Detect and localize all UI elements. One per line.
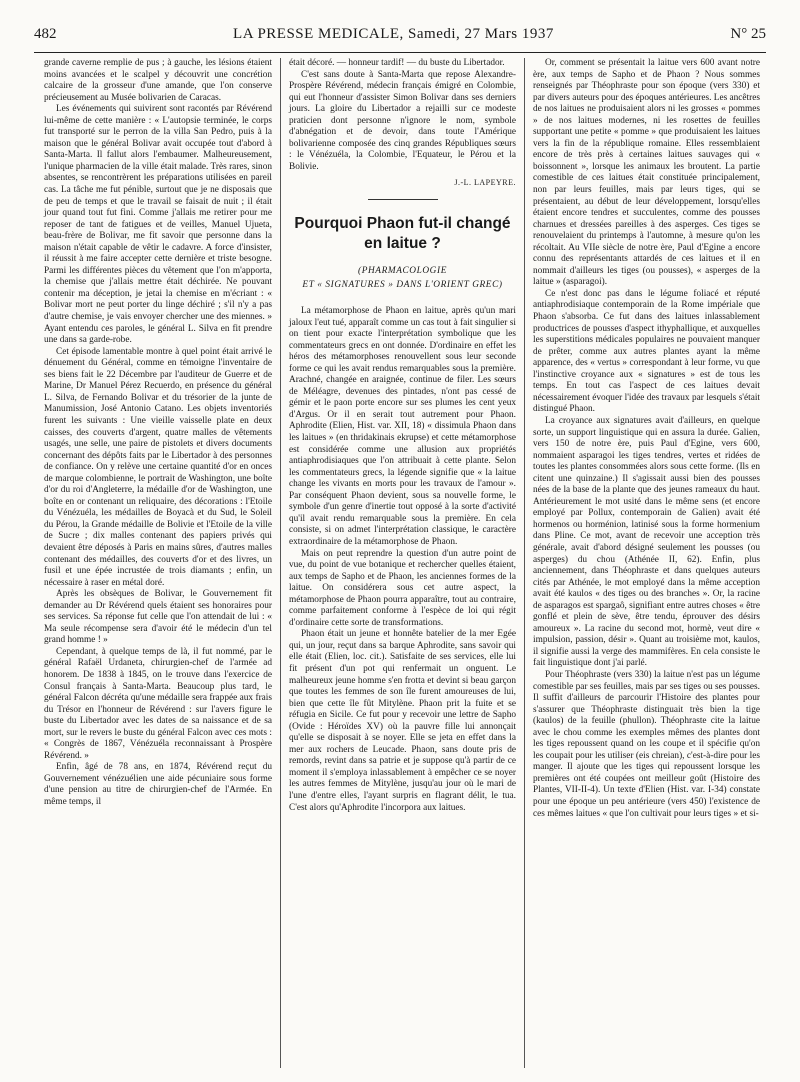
author-signature: J.-L. LAPEYRE. (454, 178, 516, 188)
paragraph: Mais on peut reprendre la question d'un autre point de vue, du point de vue botanique et rechercher quelles étaient, aux temps de Sapho et de Phaon, les anciennes formes de la laitue. On considérera sous cet autre aspect, la métamorphose de Phaon pourra apparaître, tout au contraire, comme parfaitement conforme à l'espèce de loi qui régit d'ordinaire cette sorte de transformations. (289, 548, 516, 628)
article-subtitle-line-2: ET « SIGNATURES » DANS L'ORIENT GREC) (302, 280, 503, 291)
paragraph: Cependant, à quelque temps de là, il fut nommé, par le général Rafaël Urdaneta, chirurgien-chef de l'armée ad honorem. De 1838 à 1845, on le trouve dans l'exercice de Consul français à Santa-Marta. Beaucoup plus tard, le général Falcon décréta qu'une médaille sera frappée aux frais du Trésor en l'honneur de Révérend : sur l'avers figure le buste du Libertador avec les dates de sa naissance et de sa mort, sur le revers le buste du général Falcon avec ces mots : « Congrès de 1867, Vénézuéla reconnaissant à Prospère Révérend. » (44, 646, 272, 761)
paragraph: Enfin, âgé de 78 ans, en 1874, Révérend reçut du Gouvernement vénézuélien une aide pécuniaire sous forme d'une pension au titre de chirurgien-chef de l'Armée. En même temps, il (44, 762, 272, 807)
article-subtitle (289, 264, 516, 292)
paragraph: Ce n'est donc pas dans le légume foliacé et réputé antiaphrodisiaque contemporain de la Rome impériale que Phaon s'absorba. Ce fut dans des laitues inlassablement productrices de pousses d'aspect ithyphallique, et auxquelles les superstitions médicales populaires ne pouvaient manquer de prêter, comme aux autres plantes ayant la même apparence, des « vertus » correspondant à leur forme, vu que l'instinctive croyance aux « signatures » est de tous les temps. En tout cas l'aspect de ces laitues devait nécessairement évoquer l'idée des travaux par lesquels s'était distingué Phaon. (533, 288, 760, 415)
paragraph: Les événements qui suivirent sont racontés par Révérend lui-même de cette manière : « L'autopsie terminée, le corps fut transporté sur le perron de la villa San Pedro, puis à la maison que le général Bolivar avait occupée tout d'abord à Santa-Marta. Il fallut alors l'embaumer. Malheureusement, l'unique pharmacien de la ville était malade. Très rares, sinon absentes, se rencontrèrent les préparations utilisées en pareil cas. La tâche me fut pénible, surtout que je ne disposais que de peu de temps et que le travail se faisait de nuit ; il était jour quand tout fut fini. Comme j'allais me retirer pour me reposer de tant de fatigues et de veilles, Manuel Ujueta, beau-frère de Bolivar, me fit savoir que personne dans la maison n'était capable de vêtir le cadavre. A force d'insister, il réussit à me faire accepter cette dernière et triste besogne. Parmi les différentes pièces du vêtement que l'on m'apporta, la chemise que j'allais mettre était déchirée. Ne pouvant contenir ma déception, je jetai la chemise en m'écriant : « Bolivar mort ne peut porter du linge déchiré ; s'il n'y a pas d'autre chemise, je vais envoyer chercher une des miennes. » Ayant entendu ces paroles, le général L. Silva en fit prendre une dans sa garde-robe. (44, 104, 272, 346)
article-columns (36, 58, 770, 1068)
paragraph: Après les obsèques de Bolivar, le Gouvernement fit demander au Dr Révérend quels étaient ses honoraires pour ses services. Sa réponse fut celle que l'on attendait de lui : « Ma seule récompense sera d'avoir été le médecin d'un tel grand homme ! » (44, 589, 272, 646)
paragraph: grande caverne remplie de pus ; à gauche, les lésions étaient moins avancées et le scalpel y découvrit une concrétion calcaire de la grosseur d'une amande, que l'on conserve précieusement au Musée bolivarien de Caracas. (44, 58, 272, 103)
issue-number: N° 25 (730, 26, 766, 42)
paragraph: Or, comment se présentait la laitue vers 600 avant notre ère, aux temps de Sapho et de Phaon ? Nous sommes renseignés par Théophraste pour son époque (vers 330) et par divers auteurs pour des époques antérieures. Les ancêtres de nos laitues ne produisaient alors ni les grosses « pommes » de nos laitues modernes, ni les rosettes de feuilles supportant une petite « pomme » que produisaient les laitues vers la fin de la république romaine. Elles ressemblaient encore de très près à certaines laitues sauvages qui « boissonnent », lorsque les animaux les broutent. La partie comestible de ces laitues était constituée principalement, non par leurs feuilles, mais par leurs tiges, qui se présentaient, au début de leur développement, lorsqu'elles étaient encore tendres et succulentes, comme des pousses charnues et dressées pareilles à des asperges. Ces tiges se renouvelaient du printemps à l'automne, à mesure qu'on les récoltait. Au VIIe siècle de notre ère, Paul d'Egine a encore connu des représentants attardés de ces laitues et il en nommait d'ailleurs les tiges (ou pousses), « asperges de la laitue » (asparagoi). (533, 58, 760, 288)
paragraph: Phaon était un jeune et honnête batelier de la mer Egée qui, un jour, reçut dans sa barque Aphrodite, sans savoir qui elle était (Elien, loc. cit.). Satisfaite de ses services, elle lui fit présent d'un pot qui renfermait un onguent. Le malheureux jeune homme s'en frotta et devint si beau garçon que toutes les femmes de son île furent amoureuses de lui, bien que cette île fût Mitylène. Phaon prit la fuite et se réfugia en Sicile. Ce fut pour y recevoir une lettre de Sapho (Ovide : Héroïdes XV) où la pauvre fille lui annonçait qu'elle se disposait à se noyer. Elle se jeta en effet dans la mer aux rochers de Leucade. Phaon, sans doute pris de remords, revint dans sa patrie et je suppose qu'à partir de ce moment il s'employa inlassablement à empêcher ce se noyer les autres femmes de Mitylène, jusqu'au jour où le mari de l'une d'entre elles, l'ayant surpris en flagrant délit, le tua. C'est alors qu'Aphrodite l'incorpora aux laitues. (289, 629, 516, 813)
article-subtitle-line-1: (PHARMACOLOGIE (358, 266, 447, 277)
paragraph: Pour Théophraste (vers 330) la laitue n'est pas un légume comestible par ses feuilles, mais par ses tiges ou ses pousses. Il suffit d'ailleurs de parcourir l'Histoire des plantes pour s'assurer que Théophraste distinguait très bien la tige (kaulos) de la feuille (phullon). Théophraste cite la laitue avec le chou comme les exemples mêmes des plantes dont les tiges repoussent quand on les coupe et il spécifie qu'on les coupait pour les utiliser (eis chreian), c'est-à-dire pour les manger. Il ajoute que les tiges qui repoussent lorsque les premières ont été coupées ont meilleur goût (Histoire des Plantes, VII-II-4). Un texte d'Elien (Hist. var. I-34) constate pour une époque un peu antérieure (vers 450) l'existence de ces mêmes laitues « que l'on cultivait pour leurs tiges » et si- (533, 669, 760, 819)
paragraph: La croyance aux signatures avait d'ailleurs, en quelque sorte, un support linguistique qui en assura la durée. Galien, vers 150 de notre ère, puis Paul d'Egine, vers 600, nommaient asparagoi les tiges tendres, vertes et ridées de toutes les plantes consommées alors sous cette forme. (Ils en citent une quinzaine.) Il s'agissait aussi bien des pousses nées de la base de la plante que des jeunes rameaux du haut. Antérieurement le mot usité dans le même sens (et encore employé par Pollux, contemporain de Galien) avait été hormenos ou horménion, latinisé sous la forme hormenium dans Pline. Ce mot, avant de recevoir une acception très générale, avait d'abord désigné seulement les pousses (ou asperges) du chou (Athénée II, 62). Enfin, plus anciennement, dans Théophraste et dans quelques auteurs cités par Athénée, le mot employé dans la même acception avait été kaulos « des tiges ou des branches ». Or, la racine de asparagos est spargaô, signifiant entre autres choses « être gonflé et plein de sève, être tendu, éprouver des désirs amoureux ». La racine du second mot, hormè, veut dire « impulsion, passion, désir ». Quant au troisième mot, kaulos, il signifie aussi la verge des mammifères. En cela consiste le fait linguistique dont j'ai parlé. (533, 415, 761, 669)
paragraph: La métamorphose de Phaon en laitue, après qu'un mari jaloux l'eut tué, apparaît comme un cas tout à fait singulier si on tient pour exacte l'interprétation symbolique que les commentateurs grecs en ont donnée. D'ordinaire en effet les héros des métamorphoses renouvellent sous leur seconde forme ce qui les avait rendus remarquables sous la première. Arachné, changée en araignée, continue de filer. Les sœurs de Méléagre, devenues des pintades, n'ont pas cessé de gémir et le paon porte encore sur ses plumes les cent yeux d'Argus. Or il en serait tout autrement pour Phaon. Aphrodite (Elien, Hist. var. XII, 18) « dissimula Phaon dans les laitues » (en thridakinais ekrupse) et cette métamorphose est considérée comme une allusion aux propriétés antiaphrodisiaques que l'on attribuait à cette plante. Selon les commentateurs grecs, la légende signifie que « la laitue change les vivants en morts pour les travaux de l'amour ». Par conséquent Phaon devient, sous sa nouvelle forme, le symbole d'un genre d'inertie tout opposé à la sorte d'activité qu'il avait rendu remarquable sous la première. En cela consiste, si on admet l'interprétation classique, le caractère extraordinaire de la métamorphose de Phaon. (289, 306, 516, 547)
article-title: Pourquoi Phaon fut-il changé en laitue ? (294, 215, 511, 253)
column-right (524, 58, 768, 1068)
page-header (34, 26, 766, 46)
column-left (36, 58, 280, 1068)
journal-title: LA PRESSE MEDICALE, Samedi, 27 Mars 1937 (233, 26, 554, 42)
column-middle (280, 58, 524, 1068)
paragraph: C'est sans doute à Santa-Marta que repose Alexandre-Prospère Révérend, médecin français émigré en Colombie, qui eut l'honneur d'assister Simon Bolivar dans ses derniers jours. La gloire du Libertador a rejailli sur ce modeste praticien dont personne n'ignore le nom, symbole d'abnégation et de devoir, dans toute l'Amérique bolivarienne composée des cinq grandes Républiques sœurs : le Vénézuéla, la Colombie, l'Equateur, le Pérou et la Bolivie. (289, 69, 516, 172)
article-divider (368, 199, 438, 200)
page-number: 482 (34, 26, 57, 42)
header-rule (34, 52, 766, 53)
paragraph: Cet épisode lamentable montre à quel point était arrivé le dénuement du Général, comme en témoigne l'inventaire de ses biens fait le 22 Décembre par l'auditeur de Guerre et de Marine, Dr Manuel Pérez Recuerdo, en présence du général L. Silva, de Fernando Bolivar et du trésorier de la junte de Manumission, José Antonio Catano. Les objets inventoriés furent les suivants : Une vieille vaisselle plate en deux caisses, des couverts d'argent, quatre malles de vêtements usagés, une selle, une paire de pistolets et divers documents concernant des dépôts faits par le Libertador à des personnes de confiance. On y relève une certaine quantité d'or en onces de marque colombienne, le portrait de Washington, une boîte d'or du roi d'Angleterre, la médaille d'or de Washington, une boîte en or contenant un reliquaire, des décorations : l'Etoile du Vénézuéla, les médailles de Boyacà et du Sud, le Soleil du Pérou, la Grande médaille de Bolivie et l'Etoile de la ville de Sucre ; dix malles contenant des papiers privés qui devaient être déposés à Paris en mains sûres, d'autres malles contenant des médailles, des couverts d'or et des livres, un fusil et une épée incrustée de trois diamants ; enfin, un nécessaire à raser en métal doré. (44, 346, 272, 588)
paragraph: était décoré. — honneur tardif! — du buste du Libertador. (289, 58, 505, 68)
